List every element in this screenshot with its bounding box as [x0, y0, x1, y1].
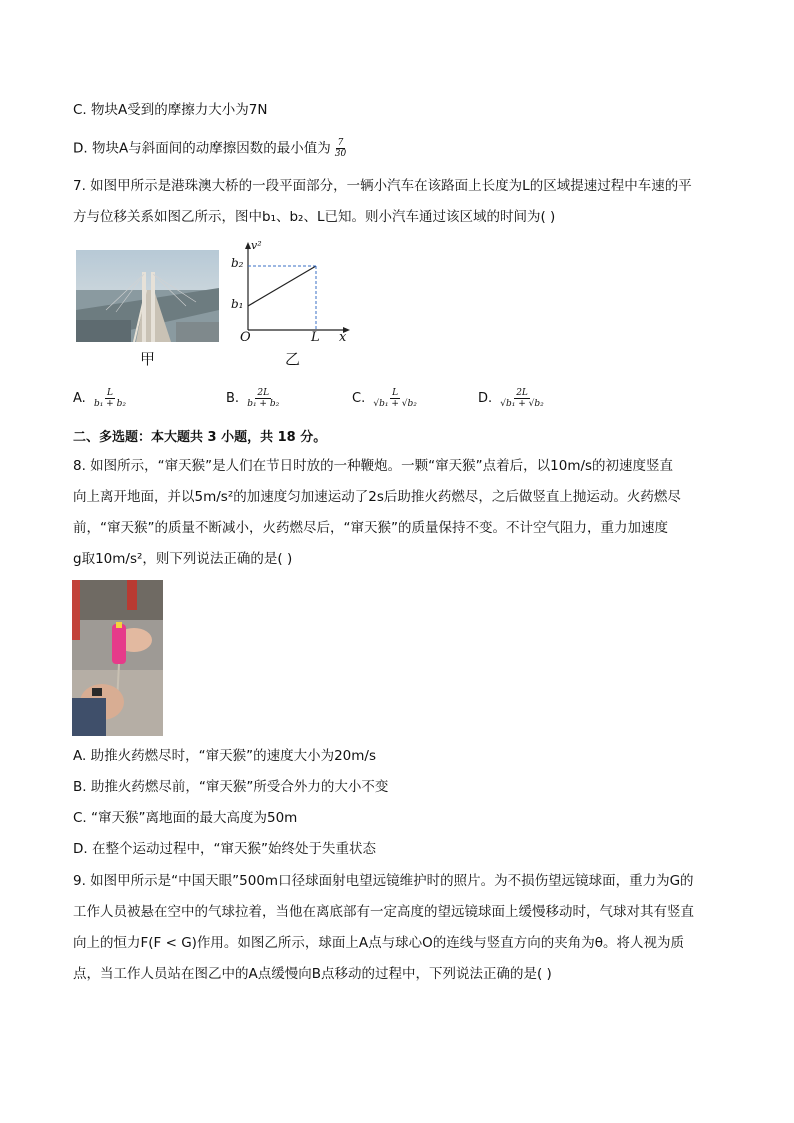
- y-axis-label: v²: [251, 239, 262, 252]
- figure-label-jia: 甲: [140, 350, 156, 368]
- q7-stem-line-1: 7. 如图甲所示是港珠澳大桥的一段平面部分，一辆小汽车在该路面上长度为L的区域提速过程中车速的平: [73, 178, 692, 194]
- option-letter: D.: [478, 391, 493, 406]
- option-letter: A.: [73, 391, 86, 406]
- q8-option-a: A. 助推火药燃尽时，“窜天猴”的速度大小为20m/s: [73, 748, 376, 764]
- q8-option-b: B. 助推火药燃尽前，“窜天猴”所受合外力的大小不变: [73, 779, 389, 795]
- q8-option-c: C. “窜天猴”离地面的最大高度为50m: [73, 810, 298, 826]
- q9-stem-line-1: 9. 如图甲所示是“中国天眼”500m口径球面射电望远镜维护时的照片。为不损伤望远镜球面，重力为G的: [73, 873, 694, 889]
- graph-line: [248, 266, 316, 306]
- fraction-denominator: b₁ + b₂: [93, 399, 126, 409]
- q8-stem-line-3: 前，“窜天猴”的质量不断减小，火药燃尽后，“窜天猴”的质量保持不变。不计空气阻力，重力加速度: [73, 520, 668, 536]
- bridge-photo: [76, 250, 219, 342]
- option-fraction: [498, 388, 545, 409]
- q7-option-a: [73, 388, 130, 409]
- q7-stem-line-2: 方与位移关系如图乙所示，图中b₁、b₂、L已知。则小汽车通过该区域的时间为( ): [73, 209, 556, 225]
- q7-option-d: [478, 388, 548, 409]
- q8-stem-line-4: g取10m/s²，则下列说法正确的是( ): [73, 551, 293, 567]
- fraction-numerator: 7: [337, 138, 344, 148]
- q6-option-d-fraction: [333, 138, 348, 159]
- q9-stem-line-2: 工作人员被悬在空中的气球拉着，当他在离底部有一定高度的望远镜球面上缓慢移动时，气球对其有竖直: [73, 904, 694, 920]
- x-axis-label: x: [339, 330, 347, 345]
- firecracker-photo: [72, 580, 163, 736]
- q8-stem-line-1: 8. 如图所示，“窜天猴”是人们在节日时放的一种鞭炮。一颗“窜天猴”点着后，以10m/s的初速度竖直: [73, 458, 674, 474]
- figure-label-yi: 乙: [285, 350, 301, 368]
- option-fraction: [92, 388, 128, 409]
- q6-option-c: C. 物块A受到的摩擦力大小为7N: [73, 102, 268, 118]
- fraction-numerator: 2L: [257, 388, 270, 398]
- b2-label: b₂: [231, 256, 244, 270]
- fraction-denominator: √b₁ + √b₂: [500, 399, 544, 409]
- origin-label: O: [240, 330, 251, 345]
- l-label: L: [311, 330, 320, 345]
- option-letter: B.: [226, 391, 240, 406]
- q6-option-d: [73, 138, 350, 159]
- q9-stem-line-3: 向上的恒力F(F < G)作用。如图乙所示，球面上A点与球心O的连线与竖直方向的夹角为θ。将人视为质: [73, 935, 685, 951]
- option-fraction: [371, 388, 418, 409]
- fraction-numerator: 2L: [516, 388, 528, 398]
- q8-stem-line-2: 向上离开地面，并以5m/s²的加速度匀加速运动了2s后助推火药燃尽，之后做竖直上抛运动。火药燃尽: [73, 489, 681, 505]
- q7-option-b: [226, 388, 283, 409]
- fraction-denominator: 30: [334, 149, 347, 159]
- option-fraction: [245, 388, 281, 409]
- option-letter: C.: [352, 391, 366, 406]
- q6-option-d-text: D. 物块A与斜面间的动摩擦因数的最小值为: [73, 140, 331, 157]
- q7-option-c: [352, 388, 421, 409]
- q8-option-d: D. 在整个运动过程中，“窜天猴”始终处于失重状态: [73, 841, 376, 857]
- q9-stem-line-4: 点，当工作人员站在图乙中的A点缓慢向B点移动的过程中，下列说法正确的是( ): [73, 966, 552, 982]
- fraction-numerator: L: [392, 388, 399, 398]
- fraction-denominator: √b₁ + √b₂: [373, 399, 417, 409]
- fraction-denominator: b₁ + b₂: [247, 399, 280, 409]
- fraction-numerator: L: [106, 388, 113, 398]
- section-header-multiple-choice: 二、多选题：本大题共 3 小题，共 18 分。: [73, 430, 327, 445]
- b1-label: b₁: [231, 297, 244, 311]
